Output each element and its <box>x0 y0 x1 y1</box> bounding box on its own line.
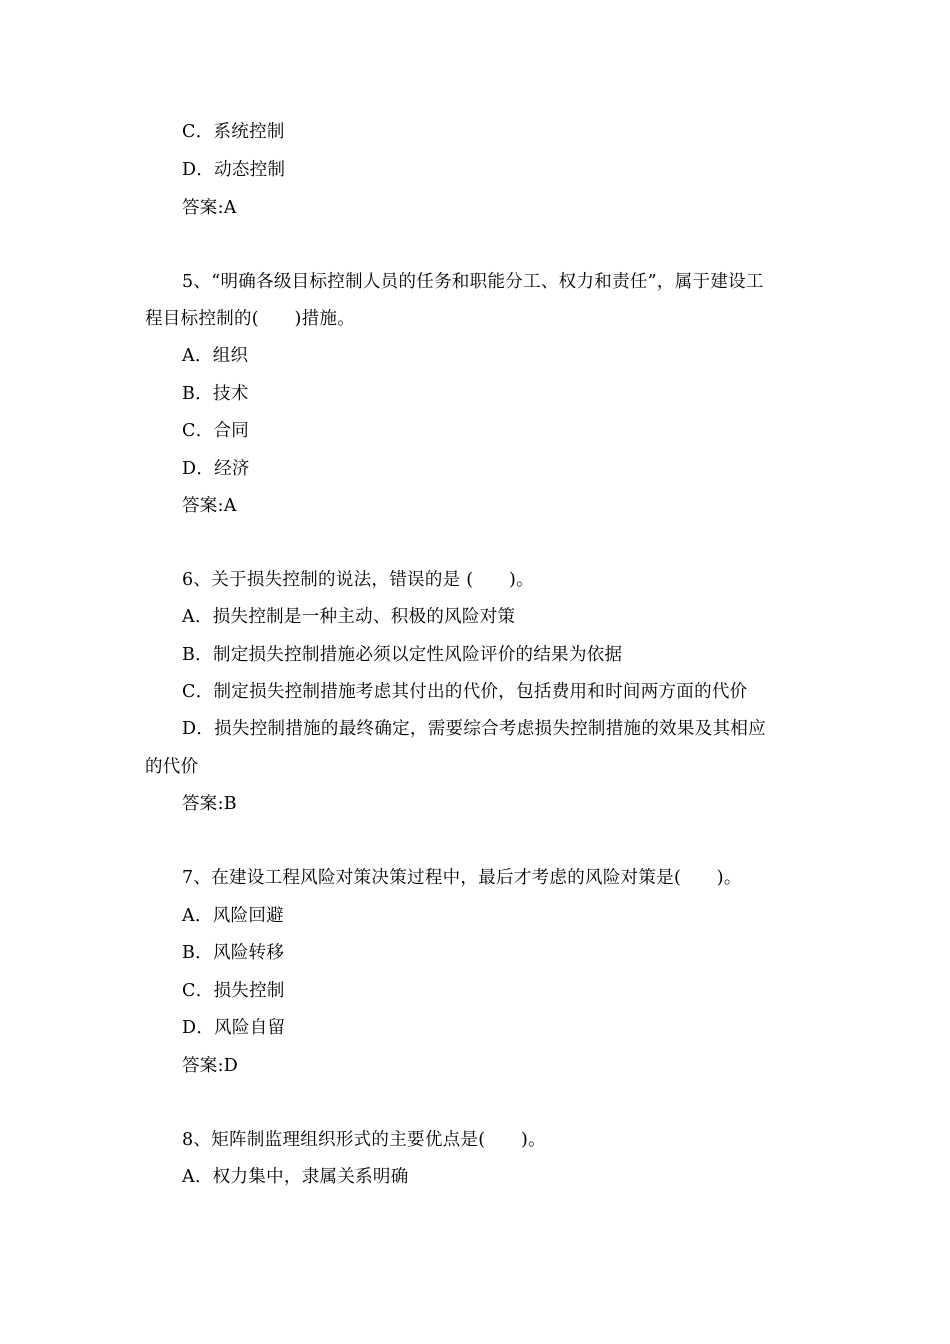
prev-option-d: D．动态控制 <box>182 160 286 180</box>
q6-stem-line1: 6、关于损失控制的说法，错误的是 ( )。 <box>182 570 534 590</box>
q5-stem-line1: 5、“明确各级目标控制人员的任务和职能分工、权力和责任”，属于建设工 <box>182 272 764 292</box>
q5-option-a: A．组织 <box>182 346 249 366</box>
q7-option-a: A．风险回避 <box>182 906 284 926</box>
q5-stem-line2: 程目标控制的( )措施。 <box>145 309 356 329</box>
q8-stem-line1: 8、矩阵制监理组织形式的主要优点是( )。 <box>182 1130 546 1150</box>
prev-option-c: C．系统控制 <box>182 122 285 142</box>
q6-option-d-wrap: 的代价 <box>145 757 199 777</box>
q7-option-c: C．损失控制 <box>182 981 285 1001</box>
q6-option-b: B．制定损失控制措施必须以定性风险评价的结果为依据 <box>182 645 623 665</box>
q7-stem-line1: 7、在建设工程风险对策决策过程中，最后才考虑的风险对策是( )。 <box>182 868 742 888</box>
q7-option-b: B．风险转移 <box>182 943 285 963</box>
q5-option-d: D．经济 <box>182 459 250 479</box>
q6-option-a: A．损失控制是一种主动、积极的风险对策 <box>182 607 516 627</box>
q5-answer: 答案:A <box>182 496 237 516</box>
q6-answer: 答案:B <box>182 794 237 814</box>
q6-option-d: D．损失控制措施的最终确定，需要综合考虑损失控制措施的效果及其相应 <box>182 719 766 739</box>
q7-option-d: D．风险自留 <box>182 1018 286 1038</box>
q5-option-b: B．技术 <box>182 384 249 404</box>
q6-option-c: C．制定损失控制措施考虑其付出的代价，包括费用和时间两方面的代价 <box>182 682 748 702</box>
q7-answer: 答案:D <box>182 1056 239 1076</box>
q8-option-a: A．权力集中，隶属关系明确 <box>182 1167 409 1187</box>
prev-answer: 答案:A <box>182 198 237 218</box>
q5-option-c: C．合同 <box>182 421 250 441</box>
